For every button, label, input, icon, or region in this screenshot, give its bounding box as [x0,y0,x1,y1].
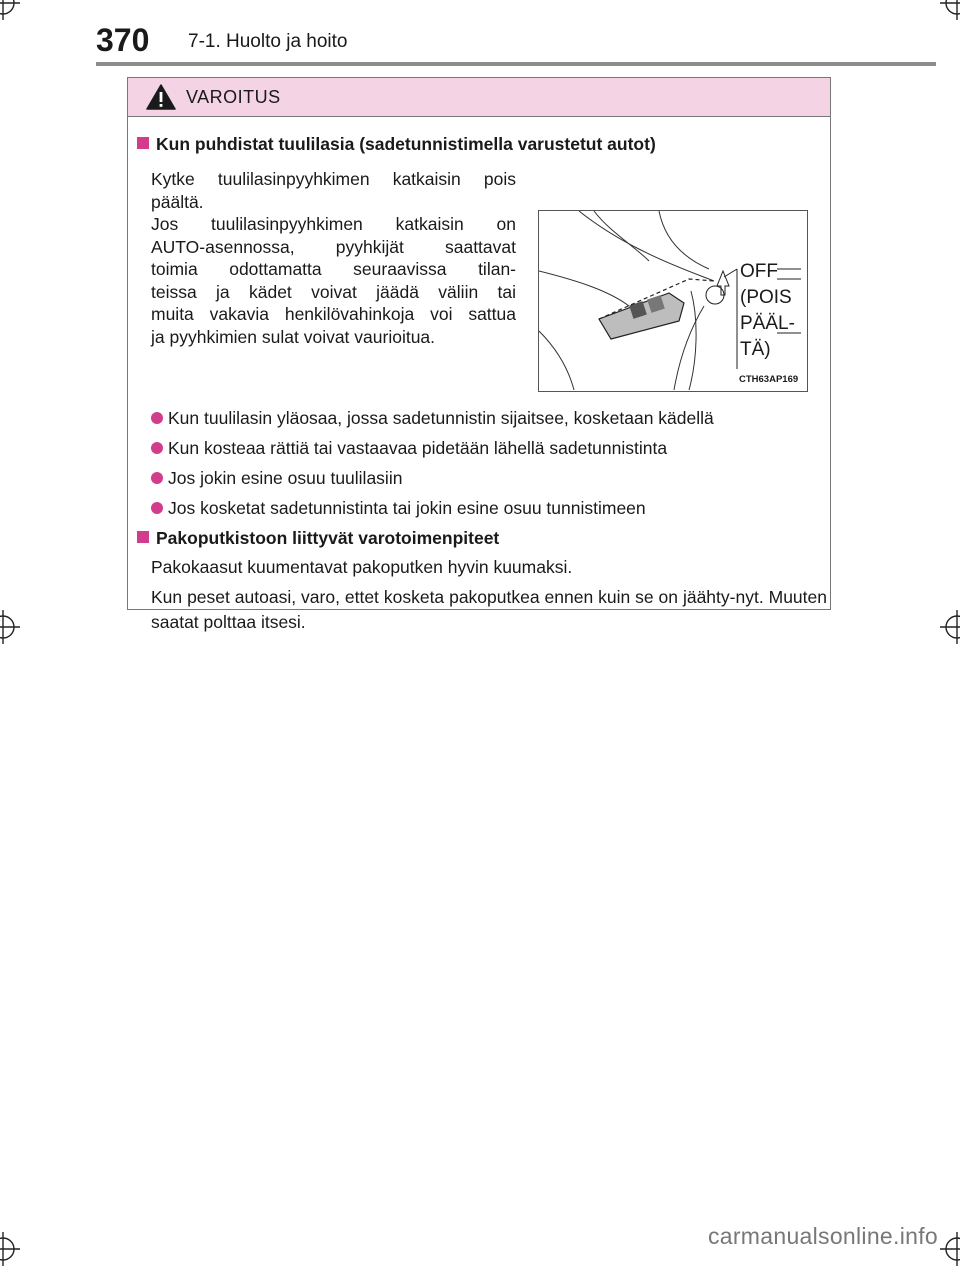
figure-label-line: PÄÄL- [740,313,795,334]
bullet-text: Kun tuulilasin yläosaa, jossa sadetunnistin sijaitsee, kosketaan kädellä [168,408,714,428]
bullet-text: Jos jokin esine osuu tuulilasiin [168,468,403,488]
paragraph-line: Kytke tuulilasinpyyhkimen katkaisin pois [151,169,516,189]
paragraph-line: teissa ja kädet voivat jäädä väliin tai [151,281,516,302]
section-heading-text: Kun puhdistat tuulilasia (sadetunnistimella varustetut autot) [156,134,656,154]
registration-mark-top-right [940,0,960,20]
square-bullet-icon [137,137,149,149]
chapter-title: 7-1. Huolto ja hoito [188,31,348,52]
bullet-item [151,438,667,459]
figure-code: CTH63AP169 [739,374,799,385]
wiper-switch-illustration [538,210,808,392]
bullet-text: Kun kosteaa rättiä tai vastaavaa pidetään lähellä sadetunnistinta [168,438,668,458]
figure-label-line: (POIS [740,287,792,308]
figure-label-off [740,259,800,363]
paragraph-line: Jos tuulilasinpyyhkimen katkaisin on [151,214,516,234]
round-bullet-icon [151,472,163,484]
figure-label-line: TÄ) [740,339,771,360]
bullet-text: Jos kosketat sadetunnistinta tai jokin esine osuu tunnistimeen [168,498,646,518]
bullet-item [151,498,646,519]
paragraph-line: muita vakavia henkilövahinkoja voi sattua [151,304,516,324]
registration-mark-bottom-right [940,1232,960,1266]
page-header [96,22,936,62]
watermark: carmanualsonline.info [707,1223,938,1249]
figure-label-line: OFF [740,261,778,282]
header-rule [96,62,936,66]
warning-box [127,77,831,632]
paragraph-line: ja pyyhkimien sulat voivat vaurioitua. [151,326,436,347]
paragraph-line: toimia odottamatta seuraavissa tilan- [151,259,516,279]
registration-mark-mid-right [940,610,960,644]
section-heading-exhaust [137,528,499,549]
registration-mark-top-left [0,0,20,20]
exhaust-paragraph-2: Kun peset autoasi, varo, ettet kosketa pakoputkea ennen kuin se on jäähty-nyt. Muuten saatat polttaa itsesi. [151,587,827,632]
warning-header [128,78,830,117]
registration-mark-bottom-left [0,1232,20,1266]
windshield-paragraph [151,168,516,348]
round-bullet-icon [151,442,163,454]
round-bullet-icon [151,502,163,514]
paragraph-line: päältä. [151,191,204,212]
bullet-item [151,468,402,489]
section-heading-text: Pakoputkistoon liittyvät varotoimenpiteet [156,528,500,548]
warning-triangle-icon [146,84,176,110]
registration-mark-mid-left [0,610,20,644]
paragraph-line: AUTO-asennossa, pyyhkijät saattavat [151,236,516,257]
warning-title: VAROITUS [186,87,281,107]
page-number: 370 [96,22,150,58]
bullet-item [151,408,714,429]
round-bullet-icon [151,412,163,424]
square-bullet-icon [137,531,149,543]
section-heading-windshield [137,134,656,155]
exhaust-paragraph-1: Pakokaasut kuumentavat pakoputken hyvin kuumaksi. [151,557,573,577]
